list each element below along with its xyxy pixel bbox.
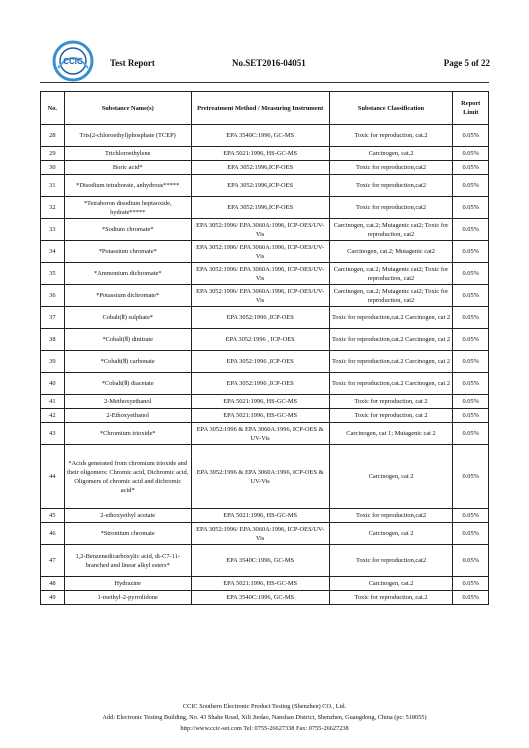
row-method: EPA 5021:1996, HS-GC-MS xyxy=(191,147,329,161)
row-substance-name: *Disodium tetraborate, anhydrous***** xyxy=(64,175,191,197)
row-classification: Toxic for reproduction,cat2 xyxy=(329,545,453,577)
row-classification: Toxic for reproduction, cat.2 xyxy=(329,125,453,147)
footer-company: CCIC Southern Electronic Product Testing (Shenzhen) CO., Ltd. xyxy=(182,703,347,710)
row-classification: Carcinogen, cat.2; Mutagenic cat2; Toxic for reproduction, cat2 xyxy=(329,219,453,241)
footer xyxy=(40,701,489,734)
row-classification: Carcinogen, cat.2; Mutagenic cat2; Toxic for reproduction, cat2 xyxy=(329,285,453,307)
row-limit: 0.05% xyxy=(453,219,489,241)
row-no: 28 xyxy=(41,125,65,147)
row-no: 43 xyxy=(41,423,65,445)
row-classification: Carcinogen, cat 2 xyxy=(329,523,453,545)
row-no: 42 xyxy=(41,409,65,423)
report-title: Test Report xyxy=(110,58,155,68)
table-row xyxy=(41,307,489,329)
row-substance-name: 2-Ethoxyethanol xyxy=(64,409,191,423)
row-substance-name: *Cobalt(Ⅱ) dinitrate xyxy=(64,329,191,351)
row-substance-name: Boric acid* xyxy=(64,161,191,175)
row-classification: Carcinogen, cat.2 xyxy=(329,577,453,591)
row-classification: Carcinogen, cat 1; Mutagenic cat 2 xyxy=(329,423,453,445)
table-row xyxy=(41,125,489,147)
row-substance-name: *Strontium chromate xyxy=(64,523,191,545)
row-limit: 0.05% xyxy=(453,197,489,219)
table-row xyxy=(41,395,489,409)
row-limit: 0.05% xyxy=(453,175,489,197)
row-classification: Toxic for reproduction,cat.2 Carcinogen, cat 2 xyxy=(329,307,453,329)
table-header-row xyxy=(41,92,489,125)
footer-contact: http://www.ccic-set.com Tel: 0755-26627338 Fax: 0755-26627238 xyxy=(180,725,349,732)
row-limit: 0.05% xyxy=(453,307,489,329)
row-method: EPA 3052:1996 & EPA 3060A:1996, ICP-OES & UV-Vis xyxy=(191,423,329,445)
row-method: EPA 3052:1996/ EPA 3060A:1996, ICP-OES/UV-Vis xyxy=(191,241,329,263)
row-classification: Toxic for reproduction,cat2 xyxy=(329,161,453,175)
ccic-logo-icon xyxy=(52,40,94,82)
row-no: 44 xyxy=(41,445,65,509)
row-substance-name: 1,2-Benzenedicarboxylic acid, di-C7-11-branched and linear alkyl esters* xyxy=(64,545,191,577)
row-limit: 0.05% xyxy=(453,263,489,285)
table-row xyxy=(41,445,489,509)
table-row xyxy=(41,351,489,373)
row-substance-name: 2-ethoxyethyl acetate xyxy=(64,509,191,523)
row-method: EPA 3052:1996 ,ICP-OES xyxy=(191,373,329,395)
row-no: 48 xyxy=(41,577,65,591)
row-classification: Carcinogen, cat.2; Mutagenic cat2; Toxic for reproduction, cat2 xyxy=(329,263,453,285)
row-limit: 0.05% xyxy=(453,395,489,409)
table-body xyxy=(41,125,489,605)
row-method: EPA 3052:1996/ EPA 3060A:1996, ICP-OES/UV-Vis xyxy=(191,285,329,307)
row-limit: 0.05% xyxy=(453,591,489,605)
row-substance-name: 2-Methoxyethanol xyxy=(64,395,191,409)
row-substance-name: *Chromium trioxide* xyxy=(64,423,191,445)
col-header-limit: Report Limit xyxy=(453,92,489,125)
row-method: EPA 3540C:1996, GC-MS xyxy=(191,545,329,577)
logo-text: CCIC xyxy=(63,57,83,66)
row-no: 49 xyxy=(41,591,65,605)
table-row xyxy=(41,285,489,307)
table-row xyxy=(41,509,489,523)
row-classification: Carcinogen, cat.2; Mutagenic cat2 xyxy=(329,241,453,263)
row-method: EPA 5021:1996, HS-GC-MS xyxy=(191,509,329,523)
row-limit: 0.05% xyxy=(453,523,489,545)
row-substance-name: *Cobalt(Ⅱ) carbonate xyxy=(64,351,191,373)
table-row xyxy=(41,591,489,605)
row-no: 34 xyxy=(41,241,65,263)
row-classification: Toxic for reproduction, cat 2 xyxy=(329,395,453,409)
row-classification: Toxic for reproduction,cat2 xyxy=(329,197,453,219)
row-classification: Toxic for reproduction, cat 2 xyxy=(329,409,453,423)
row-limit: 0.05% xyxy=(453,147,489,161)
row-substance-name: Cobalt(Ⅱ) sulphate* xyxy=(64,307,191,329)
table-row xyxy=(41,241,489,263)
table-row xyxy=(41,577,489,591)
col-header-substance: Substance Name(s) xyxy=(64,92,191,125)
table-row xyxy=(41,545,489,577)
row-method: EPA 3540C:1996, GC-MS xyxy=(191,591,329,605)
row-no: 31 xyxy=(41,175,65,197)
row-method: EPA 3052:1996 ,ICP-OES xyxy=(191,307,329,329)
row-method: EPA 5021:1996, HS-GC-MS xyxy=(191,409,329,423)
row-method: EPA 3052:1996 & EPA 3060A:1996, ICP-OES & UV-Vis xyxy=(191,445,329,509)
table-row xyxy=(41,423,489,445)
row-substance-name: *Cobalt(Ⅱ) diacetate xyxy=(64,373,191,395)
row-limit: 0.05% xyxy=(453,423,489,445)
row-method: EPA 5021:1996, HS-GC-MS xyxy=(191,577,329,591)
table-row xyxy=(41,329,489,351)
row-limit: 0.05% xyxy=(453,125,489,147)
row-substance-name: *Sodium chromate* xyxy=(64,219,191,241)
row-method: EPA 3052:1996/ EPA 3060A:1996, ICP-OES/UV-Vis xyxy=(191,523,329,545)
row-method: EPA 3052:1996/ EPA 3060A:1996, ICP-OES/UV-Vis xyxy=(191,219,329,241)
table-row xyxy=(41,263,489,285)
row-classification: Toxic for reproduction,cat.2 Carcinogen, cat 2 xyxy=(329,373,453,395)
row-classification: Toxic for reproduction,cat.2 Carcinogen, cat 2 xyxy=(329,351,453,373)
row-limit: 0.05% xyxy=(453,161,489,175)
row-method: EPA 3052:1996/ EPA 3060A:1996, ICP-OES/UV-Vis xyxy=(191,263,329,285)
row-method: EPA 3052:1996 , ICP-OES xyxy=(191,329,329,351)
col-header-no: No. xyxy=(41,92,65,125)
col-header-method: Pretreatment Method / Measuring Instrument xyxy=(191,92,329,125)
table-row xyxy=(41,219,489,241)
row-limit: 0.05% xyxy=(453,577,489,591)
table-row xyxy=(41,147,489,161)
row-no: 39 xyxy=(41,351,65,373)
row-limit: 0.05% xyxy=(453,329,489,351)
row-no: 36 xyxy=(41,285,65,307)
row-no: 29 xyxy=(41,147,65,161)
row-limit: 0.05% xyxy=(453,409,489,423)
row-no: 40 xyxy=(41,373,65,395)
table-row xyxy=(41,409,489,423)
table-row xyxy=(41,161,489,175)
col-header-classification: Substance Classification xyxy=(329,92,453,125)
row-limit: 0.05% xyxy=(453,373,489,395)
row-method: EPA 3052:1996,ICP-OES xyxy=(191,161,329,175)
row-limit: 0.05% xyxy=(453,445,489,509)
row-method: EPA 3540C:1996, GC-MS xyxy=(191,125,329,147)
row-substance-name: *Ammonium dichromate* xyxy=(64,263,191,285)
row-limit: 0.05% xyxy=(453,351,489,373)
row-limit: 0.05% xyxy=(453,545,489,577)
table-row xyxy=(41,175,489,197)
row-method: EPA 3052:1996,ICP-OES xyxy=(191,175,329,197)
row-classification: Carcinogen, cat.2 xyxy=(329,147,453,161)
row-substance-name: Hydrazine xyxy=(64,577,191,591)
row-no: 41 xyxy=(41,395,65,409)
row-substance-name: *Tetraboron disodium heptaoxide, hydrate***** xyxy=(64,197,191,219)
substance-table xyxy=(40,91,489,605)
row-limit: 0.05% xyxy=(453,509,489,523)
page-number: Page 5 of 22 xyxy=(443,58,490,68)
row-limit: 0.05% xyxy=(453,241,489,263)
row-classification: Carcinogen, cat 2 xyxy=(329,445,453,509)
row-substance-name: *Potassium dichromate* xyxy=(64,285,191,307)
row-classification: Toxic for reproduction,cat2 xyxy=(329,175,453,197)
row-no: 32 xyxy=(41,197,65,219)
row-no: 37 xyxy=(41,307,65,329)
row-method: EPA 3052:1996,ICP-OES xyxy=(191,197,329,219)
table-row xyxy=(41,197,489,219)
row-no: 47 xyxy=(41,545,65,577)
row-no: 46 xyxy=(41,523,65,545)
table-row xyxy=(41,523,489,545)
row-no: 45 xyxy=(41,509,65,523)
row-substance-name: Tris(2-chloroethyl)phosphate (TCEP) xyxy=(64,125,191,147)
row-substance-name: Trichloroethylene xyxy=(64,147,191,161)
row-classification: Toxic for reproduction, cat.2 xyxy=(329,591,453,605)
row-substance-name: *Acids generated from chromium trioxide and their oligomers: Chromic acid, Dichromic acid, Oligomers of chromic acid and dichromic acid* xyxy=(64,445,191,509)
row-limit: 0.05% xyxy=(453,285,489,307)
row-no: 33 xyxy=(41,219,65,241)
row-classification: Toxic for reproduction,cat2 xyxy=(329,509,453,523)
row-method: EPA 5021:1996, HS-GC-MS xyxy=(191,395,329,409)
row-classification: Toxic for reproduction,cat.2 Carcinogen, cat 2 xyxy=(329,329,453,351)
report-number: No.SET2016-04051 xyxy=(232,58,306,68)
row-no: 35 xyxy=(41,263,65,285)
footer-address: Add: Electronic Testing Building, No. 43 Shahe Road, Xili Jiedao, Nanshan District, Shenzhen, Guangdong, China (pc: 518055) xyxy=(102,714,427,721)
row-substance-name: *Potassium chromate* xyxy=(64,241,191,263)
row-method: EPA 3052:1996 ,ICP-OES xyxy=(191,351,329,373)
row-no: 30 xyxy=(41,161,65,175)
row-substance-name: 1-methyl-2-pyrrolidone xyxy=(64,591,191,605)
row-no: 38 xyxy=(41,329,65,351)
header-divider xyxy=(40,82,489,83)
table-row xyxy=(41,373,489,395)
